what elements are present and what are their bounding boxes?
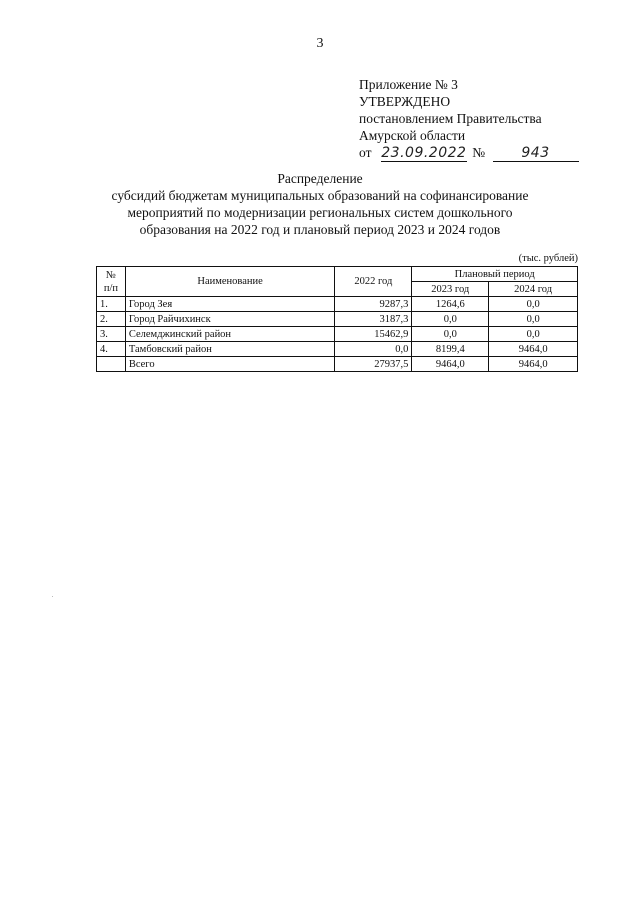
row-number: 3. (97, 327, 126, 342)
header-name: Наименование (125, 267, 335, 297)
header-2022: 2022 год (335, 267, 412, 297)
header-number (97, 267, 126, 297)
title-line-1: Распределение (277, 171, 363, 186)
table-row (97, 342, 578, 357)
table-total-row (97, 357, 578, 372)
table-row (97, 327, 578, 342)
decree-signature-row (359, 144, 579, 162)
scan-speck (52, 596, 53, 597)
subsidy-table (96, 266, 578, 372)
approved-label: УТВЕРЖДЕНО (359, 94, 451, 109)
row-value-2024: 0,0 (489, 297, 578, 312)
page-number: 3 (316, 36, 324, 51)
approval-block (359, 76, 579, 162)
row-value-2022: 9287,3 (335, 297, 412, 312)
title-line-3: мероприятий по модернизации региональных систем дошкольного (127, 205, 513, 220)
units-label: (тыс. рублей) (518, 253, 578, 264)
row-number: 2. (97, 312, 126, 327)
row-value-2022: 15462,9 (335, 327, 412, 342)
row-name: Селемджинский район (125, 327, 335, 342)
table-row (97, 297, 578, 312)
row-number: 1. (97, 297, 126, 312)
total-value-2022: 27937,5 (335, 357, 412, 372)
title-line-2: субсидий бюджетам муниципальных образований на софинансирование (111, 188, 529, 203)
row-name: Город Зея (125, 297, 335, 312)
decree-number: 943 (493, 145, 579, 162)
row-value-2022: 0,0 (335, 342, 412, 357)
total-value-2024: 9464,0 (489, 357, 578, 372)
decree-date: 23.09.2022 (381, 145, 467, 161)
row-value-2024: 9464,0 (489, 342, 578, 357)
row-value-2024: 0,0 (489, 312, 578, 327)
row-value-2023: 1264,6 (412, 297, 489, 312)
title-line-4: образования на 2022 год и плановый период 2023 и 2024 годов (139, 222, 501, 237)
table-header-row (97, 267, 578, 282)
total-number (97, 357, 126, 372)
header-planned-period: Плановый период (412, 267, 578, 282)
row-value-2022: 3187,3 (335, 312, 412, 327)
row-value-2023: 0,0 (412, 312, 489, 327)
header-number-line-2: п/п (103, 282, 118, 294)
header-2023: 2023 год (412, 282, 489, 297)
from-label: от (359, 145, 372, 160)
table-row (97, 312, 578, 327)
approved-by-line-2: Амурской области (359, 128, 466, 143)
row-name: Город Райчихинск (125, 312, 335, 327)
row-value-2024: 0,0 (489, 327, 578, 342)
appendix-label: Приложение № 3 (359, 77, 458, 92)
header-2024: 2024 год (489, 282, 578, 297)
row-value-2023: 8199,4 (412, 342, 489, 357)
total-value-2023: 9464,0 (412, 357, 489, 372)
header-number-line-1: № (105, 269, 116, 281)
total-label: Всего (125, 357, 335, 372)
number-label: № (472, 145, 486, 160)
row-value-2023: 0,0 (412, 327, 489, 342)
document-title (0, 170, 640, 238)
row-name: Тамбовский район (125, 342, 335, 357)
row-number: 4. (97, 342, 126, 357)
approved-by-line-1: постановлением Правительства (359, 111, 542, 126)
